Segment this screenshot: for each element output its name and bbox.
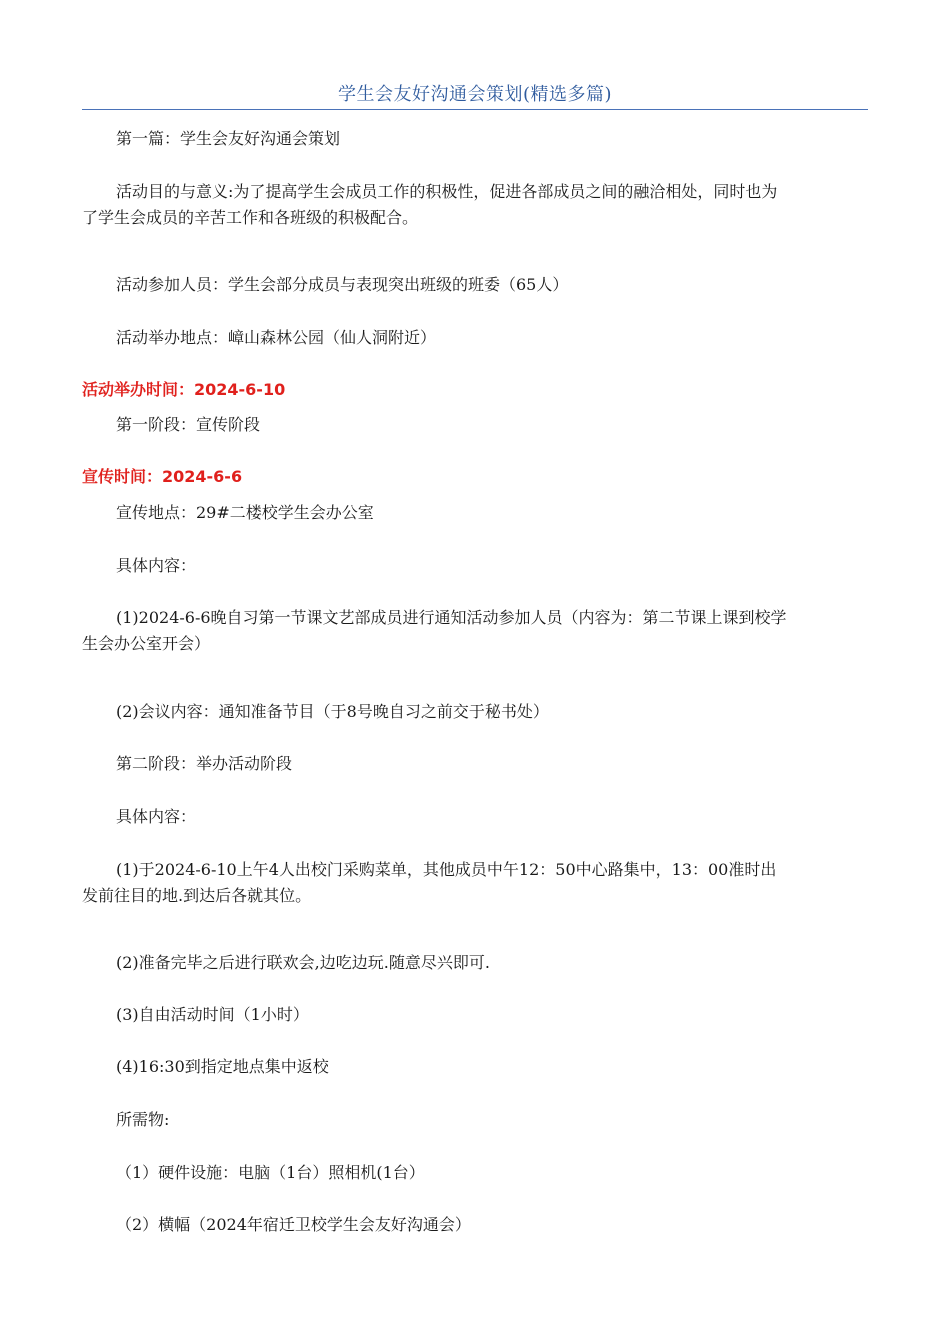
paragraph-supplies-hardware: （1）硬件设施：电脑（1台）照相机(1台） — [116, 1163, 425, 1182]
paragraph-detail-1-1-line-1: (1)2024-6-6晚自习第一节课文艺部成员进行通知活动参加人员（内容为：第二节课上课到校学 — [116, 608, 787, 627]
paragraph-location: 活动举办地点：嶂山森林公园（仙人洞附近） — [116, 328, 437, 347]
paragraph-stage-one: 第一阶段：宣传阶段 — [116, 415, 261, 434]
paragraph-detail-2-1 — [82, 857, 868, 909]
paragraph-detail-1-1 — [82, 605, 868, 657]
paragraph-details-heading-2: 具体内容： — [116, 807, 197, 826]
paragraph-detail-2-2: (2)准备完毕之后进行联欢会,边吃边玩.随意尽兴即可. — [116, 953, 490, 972]
paragraph-details-heading-1: 具体内容： — [116, 556, 197, 575]
paragraph-stage-two: 第二阶段：举办活动阶段 — [116, 754, 293, 773]
paragraph-supplies-heading: 所需物: — [116, 1110, 170, 1129]
paragraph-participants: 活动参加人员：学生会部分成员与表现突出班级的班委（65人） — [116, 275, 569, 294]
paragraph-purpose-line-2: 了学生会成员的辛苦工作和各班级的积极配合。 — [82, 208, 419, 227]
title-underline — [82, 109, 868, 110]
paragraph-purpose — [82, 179, 868, 231]
paragraph-part-one-title: 第一篇：学生会友好沟通会策划 — [116, 129, 341, 148]
heading-promotion-time: 宣传时间：2024-6-6 — [82, 467, 243, 486]
document-title: 学生会友好沟通会策划(精选多篇) — [337, 84, 613, 105]
paragraph-purpose-line-1: 活动目的与意义:为了提高学生会成员工作的积极性，促进各部成员之间的融洽相处，同时也为 — [116, 182, 778, 201]
paragraph-detail-1-1-line-2: 生会办公室开会） — [82, 634, 211, 653]
paragraph-detail-1-2: (2)会议内容：通知准备节目（于8号晚自习之前交于秘书处） — [116, 702, 549, 721]
paragraph-detail-2-4: (4)16:30到指定地点集中返校 — [116, 1057, 329, 1076]
paragraph-supplies-banner: （2）横幅（2024年宿迁卫校学生会友好沟通会） — [116, 1215, 471, 1234]
paragraph-detail-2-1-line-1: (1)于2024-6-10上午4人出校门采购菜单，其他成员中午12：50中心路集中，13：00准时出 — [116, 860, 777, 879]
heading-event-time: 活动举办时间：2024-6-10 — [82, 380, 286, 399]
paragraph-promotion-location: 宣传地点：29#二楼校学生会办公室 — [116, 503, 374, 522]
paragraph-detail-2-1-line-2: 发前往目的地.到达后各就其位。 — [82, 886, 312, 905]
paragraph-detail-2-3: (3)自由活动时间（1小时） — [116, 1005, 309, 1024]
